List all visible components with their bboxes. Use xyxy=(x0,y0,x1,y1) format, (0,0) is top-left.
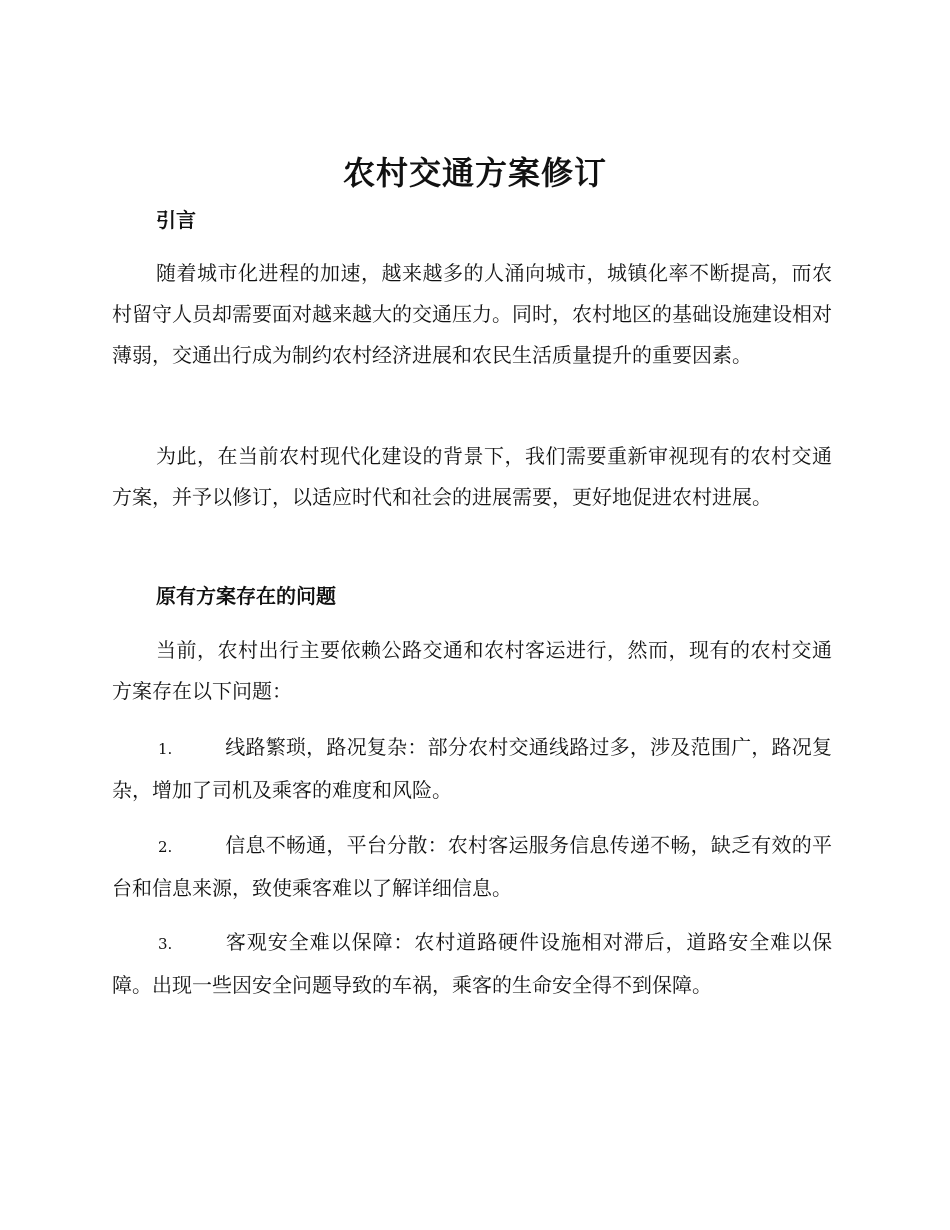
list-item-number: 2. xyxy=(158,838,173,856)
list-item-text: 客观安全难以保障：农村道路硬件设施相对滞后，道路安全难以保障。出现一些因安全问题导致的车祸，乘客的生命安全得不到保障。 xyxy=(112,930,832,997)
list-item-number: 3. xyxy=(158,935,173,953)
problems-intro-paragraph: 当前，农村出行主要依赖公路交通和农村客运进行，然而，现有的农村交通方案存在以下问题： xyxy=(112,638,832,703)
section-heading-problems: 原有方案存在的问题 xyxy=(156,584,336,608)
list-item-text: 线路繁琐，路况复杂：部分农村交通线路过多，涉及范围广，路况复杂，增加了司机及乘客的难度和风险。 xyxy=(112,735,832,802)
list-item-text: 信息不畅通，平台分散：农村客运服务信息传递不畅，缺乏有效的平台和信息来源，致使乘客难以了解详细信息。 xyxy=(112,833,832,900)
list-item-number: 1. xyxy=(158,740,173,758)
document-title: 农村交通方案修订 xyxy=(342,154,607,192)
problem-list-item xyxy=(112,727,832,811)
intro-paragraph: 为此，在当前农村现代化建设的背景下，我们需要重新审视现有的农村交通方案，并予以修订，以适应时代和社会的进展需要，更好地促进农村进展。 xyxy=(112,444,832,509)
intro-paragraph: 随着城市化进程的加速，越来越多的人涌向城市，城镇化率不断提高，而农村留守人员却需要面对越来越大的交通压力。同时，农村地区的基础设施建设相对薄弱，交通出行成为制约农村经济进展和农民生活质量提升的重要因素。 xyxy=(112,261,832,367)
section-heading-intro: 引言 xyxy=(156,208,196,232)
problem-list-item xyxy=(112,825,832,909)
problem-list-item xyxy=(112,922,832,1006)
